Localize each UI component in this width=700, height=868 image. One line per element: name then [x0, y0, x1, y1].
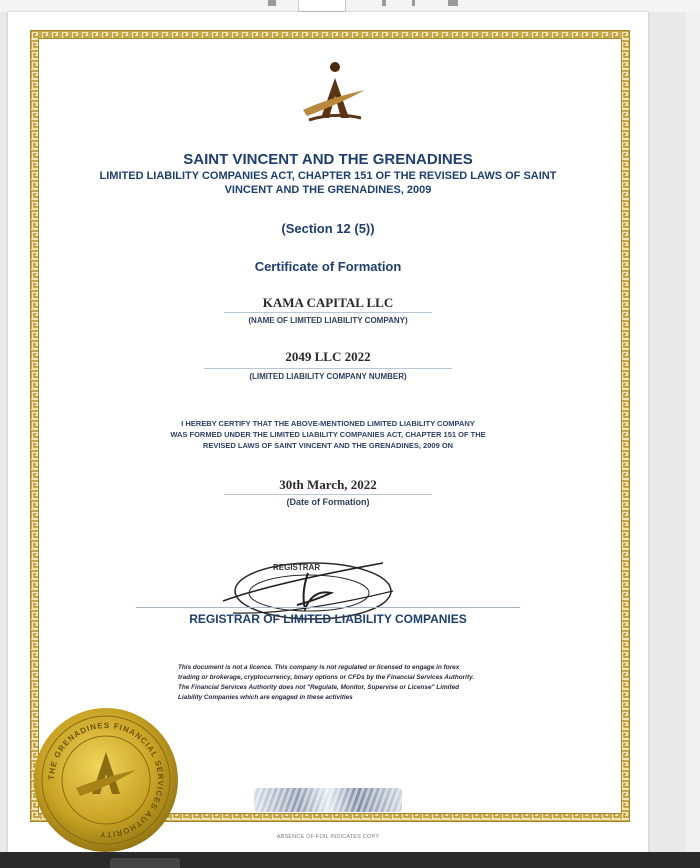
company-number: 2049 LLC 2022: [285, 349, 371, 364]
page-number-input[interactable]: [298, 0, 346, 12]
section-reference: (Section 12 (5)): [281, 221, 375, 236]
disclaimer: [178, 663, 598, 703]
formation-date: 30th March, 2022: [279, 477, 377, 492]
divider: [204, 368, 452, 369]
act-line: LIMITED LIABILITY COMPANIES ACT, CHAPTER 151 OF THE REVISED LAWS OF SAINT: [99, 170, 557, 182]
certify-line: WAS FORMED UNDER THE LIMITED LIABILITY COMPANIES ACT, CHAPTER 151 OF THE: [170, 430, 486, 439]
signature-stamp: REGISTRAR: [273, 563, 321, 572]
divider: [224, 494, 432, 495]
vertical-scrollbar[interactable]: [686, 12, 700, 857]
company-number-caption: (LIMITED LIABILITY COMPANY NUMBER): [249, 372, 407, 381]
disclaimer-line: Liability Companies which are engaged in these activities: [178, 694, 353, 701]
signature-line: [136, 607, 520, 608]
act-heading: [78, 169, 578, 197]
certificate-title: Certificate of Formation: [254, 259, 402, 274]
formation-date-caption: (Date of Formation): [286, 497, 370, 507]
certification-statement: [128, 418, 528, 451]
sail-emblem-icon: [299, 60, 369, 126]
certify-line: I HEREBY CERTIFY THAT THE ABOVE-MENTIONED LIMITED LIABILITY COMPANY: [181, 419, 475, 428]
disclaimer-line: The Financial Services Authority does not "Regulate, Monitor, Supervise or License" Limited: [178, 684, 460, 691]
document-page: [8, 12, 648, 852]
disclaimer-line: trading or brokerage, cryptocurrency, binary options or CFDs by the Financial Services Authority.: [178, 674, 475, 681]
viewer-toolbar: [0, 0, 700, 12]
gold-seal-icon: [30, 706, 182, 854]
company-name-caption: (NAME OF LIMITED LIABILITY COMPANY): [248, 316, 408, 325]
taskbar-tab[interactable]: [110, 858, 180, 868]
company-name: KAMA CAPITAL LLC: [262, 295, 394, 310]
foil-note: ABSENCE OF FOIL INDICATES COPY: [276, 834, 380, 840]
toolbar-glyph[interactable]: [412, 0, 415, 6]
certify-line: REVISED LAWS OF SAINT VINCENT AND THE GRENADINES, 2009 ON: [202, 441, 454, 450]
hologram-foil-icon: [254, 788, 402, 812]
divider: [224, 312, 432, 313]
disclaimer-line: This document is not a licence. This company is not regulated or licensed to engage in forex: [178, 664, 460, 671]
act-line: VINCENT AND THE GRENADINES, 2009: [224, 184, 432, 196]
toolbar-glyph[interactable]: [448, 0, 458, 6]
taskbar: [0, 852, 700, 868]
seal-text: THE GRENADINES FINANCIAL SERVICES AUTHORITY: [46, 720, 166, 840]
country-heading: SAINT VINCENT AND THE GRENADINES: [183, 151, 473, 168]
toolbar-glyph[interactable]: [382, 0, 386, 6]
registrar-title: REGISTRAR OF LIMITED LIABILITY COMPANIES: [189, 612, 467, 626]
toolbar-glyph[interactable]: [268, 0, 276, 6]
